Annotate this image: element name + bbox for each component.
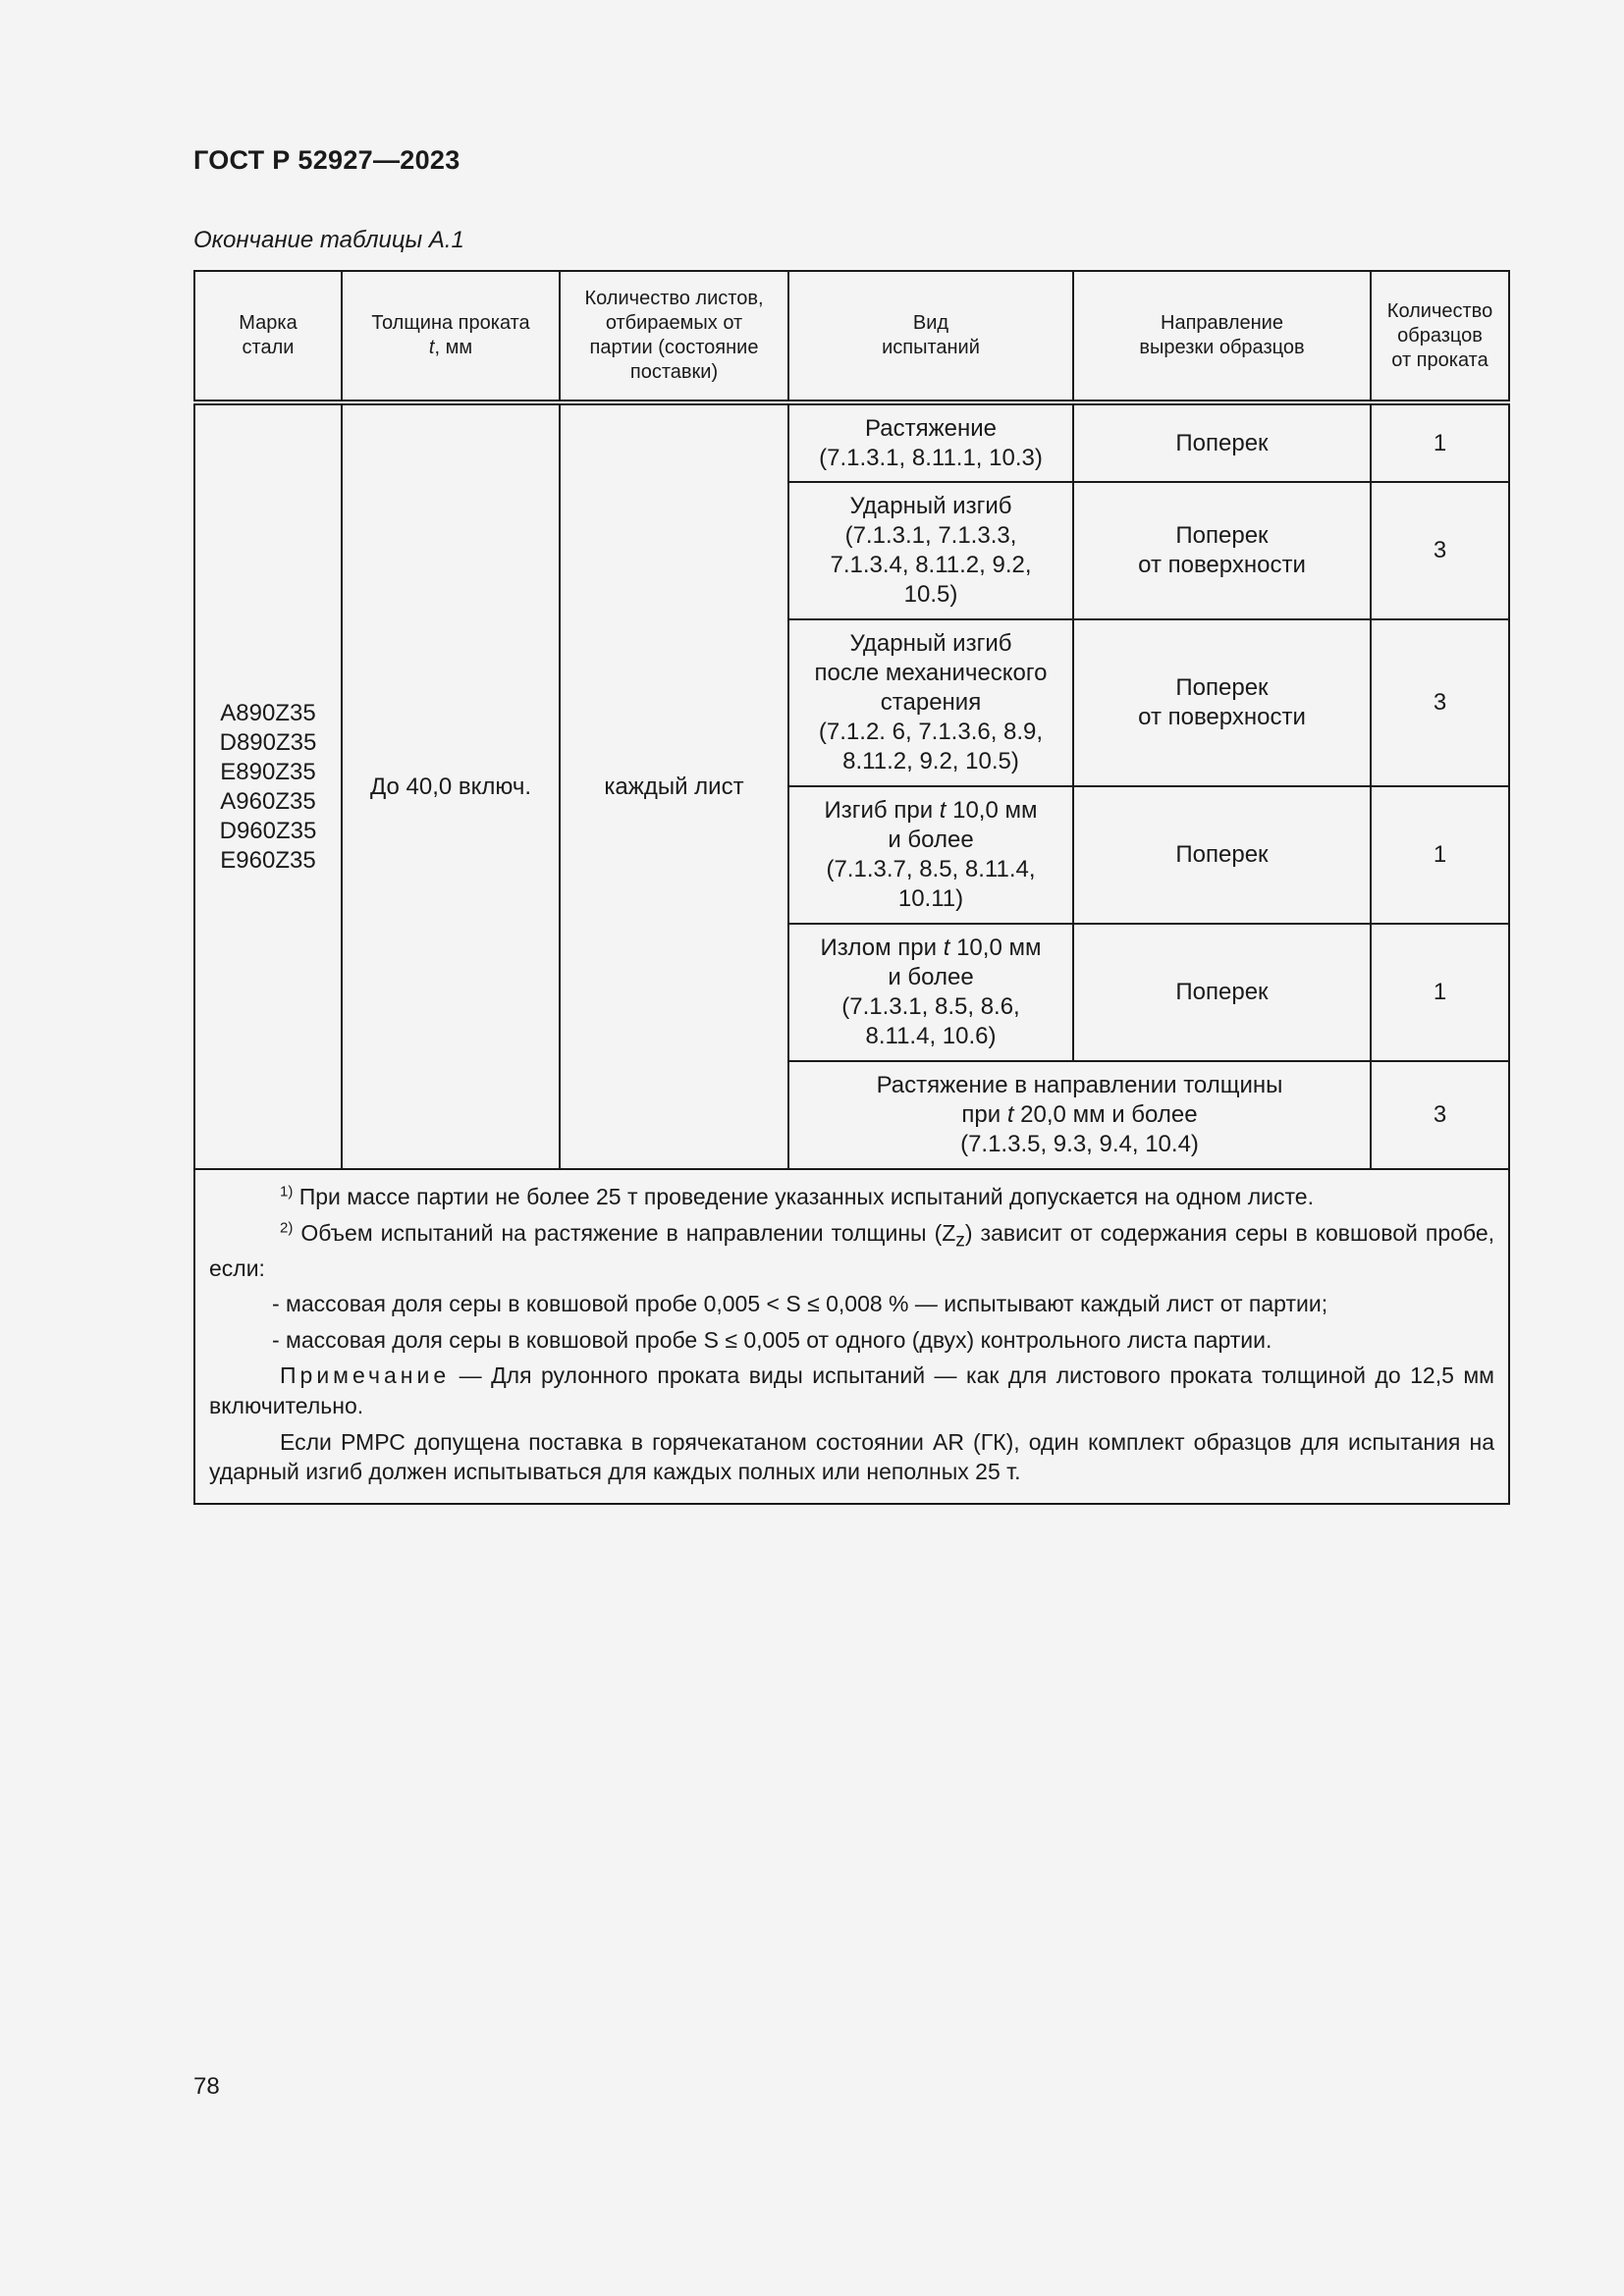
steel-grade: D960Z35 [219, 817, 317, 844]
count-cell: 1 [1371, 786, 1509, 924]
footnote-text: Объем испытаний на растяжение в направлении толщины (Z [300, 1219, 956, 1246]
cell-text: 8.11.2, 9.2, 10.5) [842, 748, 1019, 774]
cell-text: Растяжение в направлении толщины [876, 1072, 1283, 1098]
cell-text: от поверхности [1138, 552, 1306, 578]
header-text: испытаний [882, 337, 980, 358]
header-text: Марка [239, 312, 298, 334]
col-header-cut-direction [1073, 271, 1371, 402]
header-text: отбираемых от [605, 312, 743, 334]
note-paragraph [209, 1361, 1494, 1420]
cell-variable: t [1006, 1101, 1014, 1128]
footnote-1 [209, 1182, 1494, 1212]
cell-text: Поперек [1175, 674, 1269, 701]
header-text: стали [242, 337, 295, 358]
cell-text: при [961, 1101, 1007, 1128]
cell-text: Излом при [820, 934, 944, 961]
col-header-sheet-count [560, 271, 788, 402]
cell-text: Поперек [1175, 522, 1269, 549]
steel-grade-cell [194, 402, 342, 1169]
cell-text: (7.1.3.1, 7.1.3.3, [844, 522, 1017, 549]
cell-variable: t [939, 797, 947, 824]
count-cell: 1 [1371, 402, 1509, 482]
bullet-item: - массовая доля серы в ковшовой пробе 0,005 < S ≤ 0,008 % — испытывают каждый лист от партии; [272, 1291, 1328, 1317]
notes-row [194, 1169, 1509, 1504]
cell-text: 10.5) [903, 581, 958, 608]
test-type-cell [788, 786, 1073, 924]
footnote-text: ) зависит от содержания серы в ковшовой пробе, если: [209, 1219, 1495, 1281]
cell-text: Ударный изгиб [849, 493, 1012, 519]
header-text: Вид [912, 312, 949, 334]
footnote-2 [209, 1218, 1494, 1284]
cell-text: старения [880, 689, 982, 716]
col-header-test-type [788, 271, 1073, 402]
note-text: — Для рулонного проката виды испытаний — как для листового проката толщиной до 12,5 мм включительно. [209, 1362, 1494, 1418]
document-header: ГОСТ Р 52927—2023 [193, 145, 460, 175]
steel-grade: E890Z35 [220, 758, 316, 785]
steel-grade: A960Z35 [220, 787, 316, 815]
cell-text: 20,0 мм и более [1013, 1101, 1198, 1128]
cell-text: и более [888, 964, 974, 990]
cell-text: от поверхности [1138, 704, 1306, 730]
cell-text: после механического [814, 660, 1048, 686]
header-text: образцов [1397, 324, 1483, 347]
subscript: z [955, 1230, 965, 1252]
cell-text: 10.11) [897, 885, 964, 912]
cell-text: (7.1.3.1, 8.11.1, 10.3) [819, 444, 1043, 471]
cell-text: (7.1.3.7, 8.5, 8.11.4, [826, 856, 1036, 882]
header-text: Количество листов, [584, 288, 764, 309]
page-number: 78 [193, 2073, 220, 2100]
count-cell: 3 [1371, 1061, 1509, 1169]
direction-cell: Поперек [1073, 924, 1371, 1061]
test-type-cell [788, 1061, 1371, 1169]
col-header-thickness [342, 271, 560, 402]
cell-text: (7.1.3.5, 9.3, 9.4, 10.4) [960, 1131, 1199, 1157]
note-label: Примечание [280, 1362, 451, 1389]
header-text: Толщина проката [371, 312, 530, 334]
header-text: , мм [434, 337, 473, 358]
cell-text: (7.1.2. 6, 7.1.3.6, 8.9, [818, 719, 1044, 745]
count-cell: 3 [1371, 619, 1509, 786]
header-text: от проката [1391, 348, 1489, 371]
final-paragraph: Если РМРС допущена поставка в горячекатаном состоянии AR (ГК), один комплект образцов для испытания на ударный изгиб должен испытываться для каждых полных или неполных 25 т. [209, 1428, 1494, 1485]
count-cell: 3 [1371, 482, 1509, 619]
header-text: партии (состояние [589, 337, 759, 358]
test-type-cell [788, 402, 1073, 482]
test-type-cell [788, 482, 1073, 619]
direction-cell: Поперек [1073, 402, 1371, 482]
cell-text: 10,0 мм [949, 934, 1042, 961]
col-header-steel-grade [194, 271, 342, 402]
cell-text: 8.11.4, 10.6) [865, 1023, 997, 1049]
sheets-cell: каждый лист [560, 402, 788, 1169]
header-text: поставки) [629, 361, 719, 383]
steel-grade: A890Z35 [220, 699, 316, 726]
count-cell: 1 [1371, 924, 1509, 1061]
footnote-mark: 2) [280, 1218, 294, 1236]
cell-text: 7.1.3.4, 8.11.2, 9.2, [830, 552, 1032, 578]
col-header-sample-count [1371, 271, 1509, 402]
cell-text: Растяжение [865, 414, 997, 442]
cell-variable: t [943, 934, 950, 961]
cell-text: (7.1.3.1, 8.5, 8.6, [841, 993, 1020, 1020]
table-header-row [194, 271, 1509, 402]
footnote-text: При массе партии не более 25 т проведение указанных испытаний допускается на одном листе. [298, 1184, 1314, 1209]
cell-text: Ударный изгиб [849, 630, 1012, 657]
steel-grade: D890Z35 [219, 728, 317, 756]
test-type-cell [788, 619, 1073, 786]
steel-grade: E960Z35 [220, 846, 316, 874]
bullet-item: - массовая доля серы в ковшовой пробе S ≤ 0,005 от одного (двух) контрольного листа партии. [272, 1326, 1272, 1353]
cell-text: и более [888, 827, 974, 853]
direction-cell [1073, 482, 1371, 619]
cell-text: Изгиб при [824, 797, 940, 824]
cell-text: 10,0 мм [946, 797, 1038, 824]
thickness-cell: До 40,0 включ. [342, 402, 560, 1169]
direction-cell [1073, 619, 1371, 786]
header-text: Направление [1161, 312, 1283, 334]
steel-testing-table [193, 270, 1510, 1505]
table-caption: Окончание таблицы А.1 [193, 227, 464, 253]
header-variable: t [428, 337, 435, 358]
footnote-mark: 1) [280, 1183, 294, 1201]
direction-cell: Поперек [1073, 786, 1371, 924]
header-text: Количество [1386, 299, 1493, 322]
table-notes [194, 1169, 1509, 1504]
test-type-cell [788, 924, 1073, 1061]
table-row [194, 402, 1509, 482]
header-text: вырезки образцов [1139, 337, 1305, 358]
